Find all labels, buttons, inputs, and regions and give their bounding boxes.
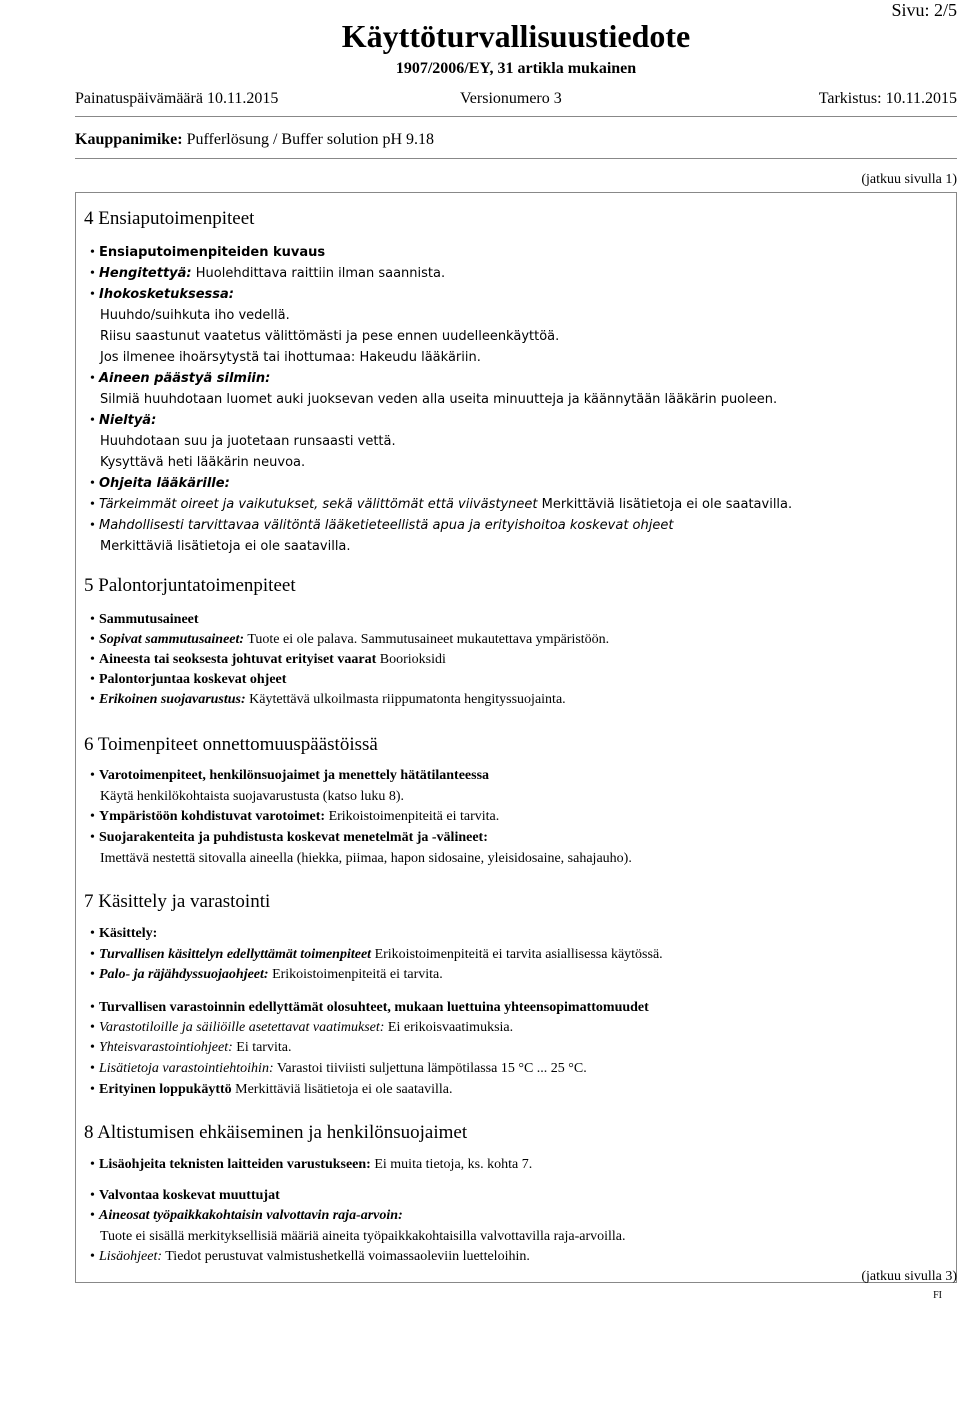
s7-line-2: • Turvallisen käsittelyn edellyttämät toimenpiteet Erikoistoimenpiteitä ei tarvita asiallisessa käytössä. [90,947,663,962]
s6-line-3: • Ympäristöön kohdistuvat varotoimet: Erikoistoimenpiteitä ei tarvita. [90,809,500,824]
s8-line-1: • Lisäohjeita teknisten laitteiden varustukseen: Ei muita tietoja, ks. kohta 7. [90,1157,533,1172]
document-title: Käyttöturvallisuustiedote [341,18,691,54]
s4-line-14: • Mahdollisesti tarvittavaa välitöntä lääketieteellistä apua ja erityishoitoa koskevat ohjeet [90,518,674,533]
content-bottom-border [75,1282,957,1283]
continued-from-note: (jatkuu sivulla 1) [861,172,957,187]
trade-name-value: Pufferlösung / Buffer solution pH 9.18 [186,131,434,148]
s4-line-7: • Aineen päästyä silmiin: [90,371,271,386]
trade-name [75,131,434,149]
continued-to-note: (jatkuu sivulla 3) [861,1269,957,1284]
trade-name-divider [75,158,957,159]
section-7-title: 7 Käsittely ja varastointi [84,891,271,912]
s8-line-3: • Aineosat työpaikkakohtaisin valvottavin raja-arvoin: [90,1208,403,1223]
s8-line-5: • Lisäohjeet: Tiedot perustuvat valmistushetkellä voimassaoleviin luetteloihin. [90,1249,530,1264]
s6-line-1: • Varotoimenpiteet, henkilönsuojaimet ja menettely hätätilanteessa [90,768,490,783]
s5-line-5: • Erikoinen suojavarustus: Käytettävä ulkoilmasta riippumatonta hengityssuojainta. [90,692,566,707]
document-subtitle: 1907/2006/EY, 31 artikla mukainen [395,60,637,77]
section-8-title: 8 Altistumisen ehkäiseminen ja henkilönsuojaimet [84,1122,468,1143]
s7-line-5: • Varastotiloille ja säiliöille asetettavat vaatimukset: Ei erikoisvaatimuksia. [90,1020,514,1035]
version-number: Versionumero 3 [460,90,562,107]
section-6-title: 6 Toimenpiteet onnettomuuspäästöissä [84,734,378,755]
print-date: Painatuspäivämäärä 10.11.2015 [75,90,279,107]
s6-line-2: Käytä henkilökohtaista suojavarustusta (katso luku 8). [100,789,405,804]
s6-line-4: • Suojarakenteita ja puhdistusta koskevat menetelmät ja -välineet: [90,830,488,845]
s4-line-9: • Nieltyä: [90,413,157,428]
s5-line-3: • Aineesta tai seoksesta johtuvat erityiset vaarat Boorioksidi [90,652,446,667]
s6-line-5: Imettävä nestettä sitovalla aineella (hiekka, piimaa, hapon sidosaine, yleisidosaine, sahajauho). [100,851,632,866]
s4-line-4: Huuhdo/suihkuta iho vedellä. [100,308,290,323]
s4-line-1: • Ensiaputoimenpiteiden kuvaus [90,245,326,260]
s4-line-11: Kysyttävä heti lääkärin neuvoa. [100,455,306,470]
content-right-border [956,192,957,1282]
s7-line-7: • Lisätietoja varastointiehtoihin: Varastoi tiiviisti suljettuna lämpötilassa 15 °C ... 25 °C. [90,1061,587,1076]
language-code: FI [933,1290,942,1301]
page-number: Sivu: 2/5 [891,0,957,20]
s4-line-2: • Hengitettyä: Huolehdittava raittiin ilman saannista. [90,266,446,281]
content-left-border [75,192,76,1282]
s7-line-6: • Yhteisvarastointiohjeet: Ei tarvita. [90,1040,292,1055]
revision-date: Tarkistus: 10.11.2015 [818,90,957,107]
s4-line-13: • Tärkeimmät oireet ja vaikutukset, sekä välittömät että viivästyneet Merkittäviä lisätietoja ei ole saatavilla. [90,497,793,512]
s4-line-5: Riisu saastunut vaatetus välittömästi ja pese ennen uudelleenkäyttöä. [100,329,560,344]
s8-line-4: Tuote ei sisällä merkityksellisiä määriä aineita työpaikkakohtaisilla valvottavilla raja-arvoilla. [100,1229,626,1244]
s4-line-6: Jos ilmenee ihoärsytystä tai ihottumaa: Hakeudu lääkäriin. [100,350,481,365]
s4-line-15: Merkittäviä lisätietoja ei ole saatavilla. [100,539,351,554]
s4-line-12: • Ohjeita lääkärille: [90,476,230,491]
s5-line-4: • Palontorjuntaa koskevat ohjeet [90,672,287,687]
s5-line-2: • Sopivat sammutusaineet: Tuote ei ole palava. Sammutusaineet mukautettava ympäristöön. [90,632,610,647]
content-top-border [75,192,957,193]
s7-line-4: • Turvallisen varastoinnin edellyttämät olosuhteet, mukaan luettuina yhteensopimattomuudet [90,1000,649,1015]
s7-line-8: • Erityinen loppukäyttö Merkittäviä lisätietoja ei ole saatavilla. [90,1082,453,1097]
s4-line-8: Silmiä huuhdotaan luomet auki juoksevan veden alla useita minuutteja ja käännytään lääkärin puoleen. [100,392,778,407]
s8-line-2: • Valvontaa koskevat muuttujat [90,1188,280,1203]
section-4-title: 4 Ensiaputoimenpiteet [84,208,255,229]
s7-line-1: • Käsittely: [90,926,158,941]
s5-line-1: • Sammutusaineet [90,612,199,627]
s7-line-3: • Palo- ja räjähdyssuojaohjeet: Erikoistoimenpiteitä ei tarvita. [90,967,443,982]
s4-line-3: • Ihokosketuksessa: [90,287,234,302]
trade-name-label: Kauppanimike: [75,131,183,148]
section-5-title: 5 Palontorjuntatoimenpiteet [84,575,296,596]
s4-line-10: Huuhdotaan suu ja juotetaan runsaasti vettä. [100,434,396,449]
header-divider [75,116,957,117]
